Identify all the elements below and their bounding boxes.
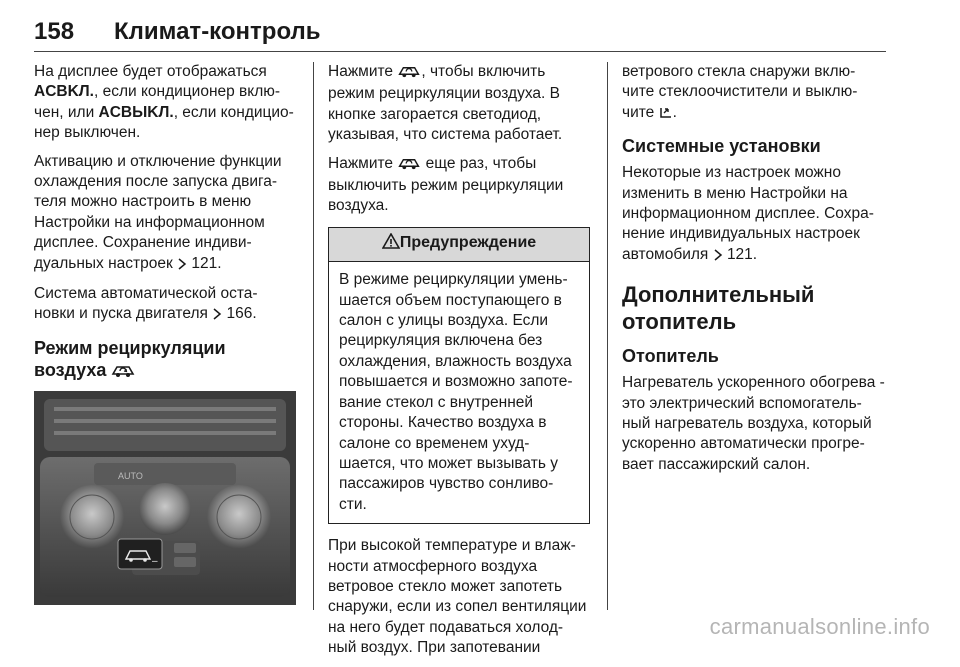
- subheading-heater: Отопитель: [622, 346, 719, 367]
- warning-triangle-icon: [382, 233, 400, 255]
- column-divider-1: [313, 62, 314, 610]
- column-3: [622, 62, 887, 483]
- chapter-title: Климат-контроль: [114, 18, 321, 45]
- center-mode-knob: [139, 483, 191, 535]
- header-rule: [34, 51, 886, 52]
- svg-text:–: –: [152, 555, 158, 567]
- recirculation-icon: [111, 361, 135, 383]
- paragraph-wipers: ветрового стекла снаружи вклю-чите стеклоочистители и выклю-чите .: [622, 62, 887, 125]
- section-heading-system-settings: Системные установки: [622, 136, 821, 157]
- page-ref-link[interactable]: 121.: [726, 245, 758, 263]
- page-ref-arrow-icon: [713, 247, 723, 267]
- column-divider-2: [607, 62, 608, 610]
- warning-header: Предупреждение: [329, 228, 589, 262]
- climate-control-panel-photo: [34, 391, 296, 605]
- windshield-airflow-icon: [659, 105, 673, 125]
- column-1: [34, 62, 296, 605]
- page-header: [34, 18, 886, 48]
- auto-label: AUTO: [118, 470, 143, 481]
- warning-text: В режиме рециркуляции умень-шается объем поступающего в салон с улицы воздуха. Если рециркуляция включена без охлаждения, влажность воздуха повышается и возможно запоте-вание стекол с внутренней стороны. Качество воздуха в салоне со временем ухуд-шается, что может вызывать у пассажиров чувство сонливо-сти.: [339, 271, 573, 513]
- section-heading-auxiliary-heater: Дополнительный отопитель: [622, 282, 815, 335]
- page-ref-arrow-icon: [177, 256, 187, 276]
- column-2: [328, 62, 590, 667]
- paragraph-press-off: Нажмите еще раз, чтобы выключить режим рециркуляции воздуха.: [328, 154, 564, 215]
- paragraph-settings: Некоторые из настроек можно изменить в меню Настройки на информационном дисплее. Сохра-нение индивидуальных настроек автомобиля 121.: [622, 163, 887, 267]
- watermark: carmanualsonline.info: [709, 614, 930, 639]
- paragraph-heater: Нагреватель ускоренного обогрева - это электрический вспомогатель-ный нагреватель воздуха, который ускоренно автоматически прогре-вает пассажирский салон.: [622, 374, 885, 473]
- paragraph-cooling-setting: Активацию и отключение функции охлаждения после запуска двига-теля можно настроить в меню Настройки на информационном дисплее. Сохранение индиви-дуальных настроек 121.: [34, 152, 296, 276]
- recirculation-icon: [397, 63, 421, 84]
- section-heading-recirculation: Режим рециркуляции воздуха: [34, 337, 296, 383]
- panel-illustration: [34, 391, 296, 605]
- paragraph-fogging: При высокой температуре и влаж-ности атмосферного воздуха ветровое стекло может запотеть снаружи, если из сопел вентиляции на него будет подаваться холод-ный воздух. При запотевании: [328, 537, 587, 657]
- recirculation-icon: [397, 155, 421, 176]
- page-ref-link[interactable]: 166.: [226, 305, 257, 323]
- page-ref-arrow-icon: [212, 306, 222, 326]
- paragraph-display-ac: На дисплее будет отображаться ACBKЛ., если кондиционер вклю-чен, или ACBЫKЛ., если кондицио-нер выключен.: [34, 63, 294, 142]
- page-number: 158: [34, 18, 75, 45]
- paragraph-press-on: Нажмите , чтобы включить режим рециркуляции воздуха. В кнопке загорается светодиод, указывая, что система работает.: [328, 63, 563, 144]
- paragraph-auto-stop: Система автоматической оста-новки и пуска двигателя 166.: [34, 284, 296, 327]
- vent-strip: [44, 399, 286, 451]
- warning-box: [328, 227, 590, 524]
- page-ref-link[interactable]: 121.: [191, 254, 222, 272]
